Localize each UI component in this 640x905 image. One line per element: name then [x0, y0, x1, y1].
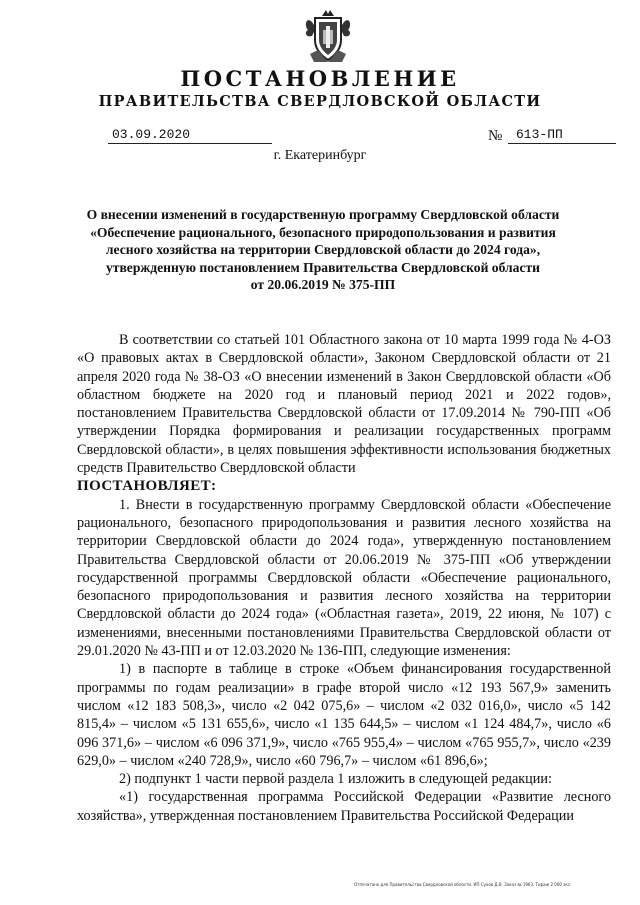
subitem-2-text-paragraph: «1) государственная программа Российской Федерации «Развитие лесного хозяйства», утвержденная постановлением Правительства Российской Федерации [77, 789, 611, 824]
preamble-paragraph: В соответствии со статьей 101 Областного закона от 10 марта 1999 года № 4-ОЗ «О правовых актах в Свердловской области», Законом Свердловской области от 21 апреля 2020 года № 38-ОЗ «О внесении изменений в Закон Свердловской области «Об областном бюджете на 2020 год и плановый период 2021 и 2022 годов», постановлением Правительства Свердловской области от 17.09.2014 № 790-ПП «Об утверждении Порядка формирования и реализации государственных программ Свердловской области», в целях повышения эффективности использования бюджетных средств Правительство Свердловской области [77, 332, 611, 477]
subject-line: «Обеспечение рационального, безопасного природопользования и развития [90, 224, 556, 240]
document-body [77, 331, 611, 825]
subject-line: утвержденную постановлением Правительства Свердловской области [105, 259, 541, 275]
number-sign: № [488, 128, 503, 144]
document-title: ПОСТАНОВЛЕНИЕ [180, 66, 460, 91]
coat-of-arms-icon [302, 6, 354, 66]
subject-line: О внесении изменений в государственную программу Свердловской области [86, 207, 560, 222]
issuing-authority: ПРАВИТЕЛЬСТВА СВЕРДЛОВСКОЙ ОБЛАСТИ [98, 93, 542, 110]
item-1-paragraph: 1. Внести в государственную программу Свердловской области «Обеспечение рационального, безопасного природопользования и развития лесного хозяйства на территории Свердловской области до 2024 года», утвержденную постановлением Правительства Свердловской области от 20.06.2019 № 375-ПП «Об утверждении государственной программы Свердловской области «Обеспечение рационального, безопасного природопользования и развития лесного хозяйства на территории Свердловской области до 2024 года» («Областная газета», 2019, 22 июня, № 107) с изменениями, внесенными постановлениями Правительства Свердловской области от 29.01.2020 № 43-ПП и от 12.03.2020 № 136-ПП, следующие изменения: [77, 496, 611, 660]
resolves-heading: ПОСТАНОВЛЯЕТ: [77, 478, 217, 495]
subitem-2-paragraph: 2) подпункт 1 части первой раздела 1 изложить в следующей редакции: [119, 771, 552, 788]
subject-line: лесного хозяйства на территории Свердловской области до 2024 года», [105, 242, 541, 258]
print-imprint: Отпечатано для Правительства Свердловской области. ИП Сухов Д.В. Заказ № 1963. Тираж 2 000 экз. [354, 882, 572, 887]
city: г. Екатеринбург [273, 148, 367, 163]
document-date: 03.09.2020 [108, 126, 272, 144]
subitem-1-paragraph: 1) в паспорте в таблице в строке «Объем финансирования государственной программы по годам реализации» в графе второй число «12 193 567,9» заменить числом «12 183 508,3», число «2 042 075,6» – числом «2 032 016,0», число «5 142 815,4» – числом «5 131 655,6», число «1 135 644,5» – числом «1 124 484,7», число «6 096 371,6» – числом «6 096 371,9», число «765 955,4» – числом «765 955,7», число «239 629,0» – числом «240 728,9», число «60 796,7» – числом «61 896,6»; [77, 661, 611, 769]
document-number: 613-ПП [508, 126, 616, 144]
subject-line: от 20.06.2019 № 375-ПП [250, 277, 396, 293]
document-subject [70, 206, 576, 294]
